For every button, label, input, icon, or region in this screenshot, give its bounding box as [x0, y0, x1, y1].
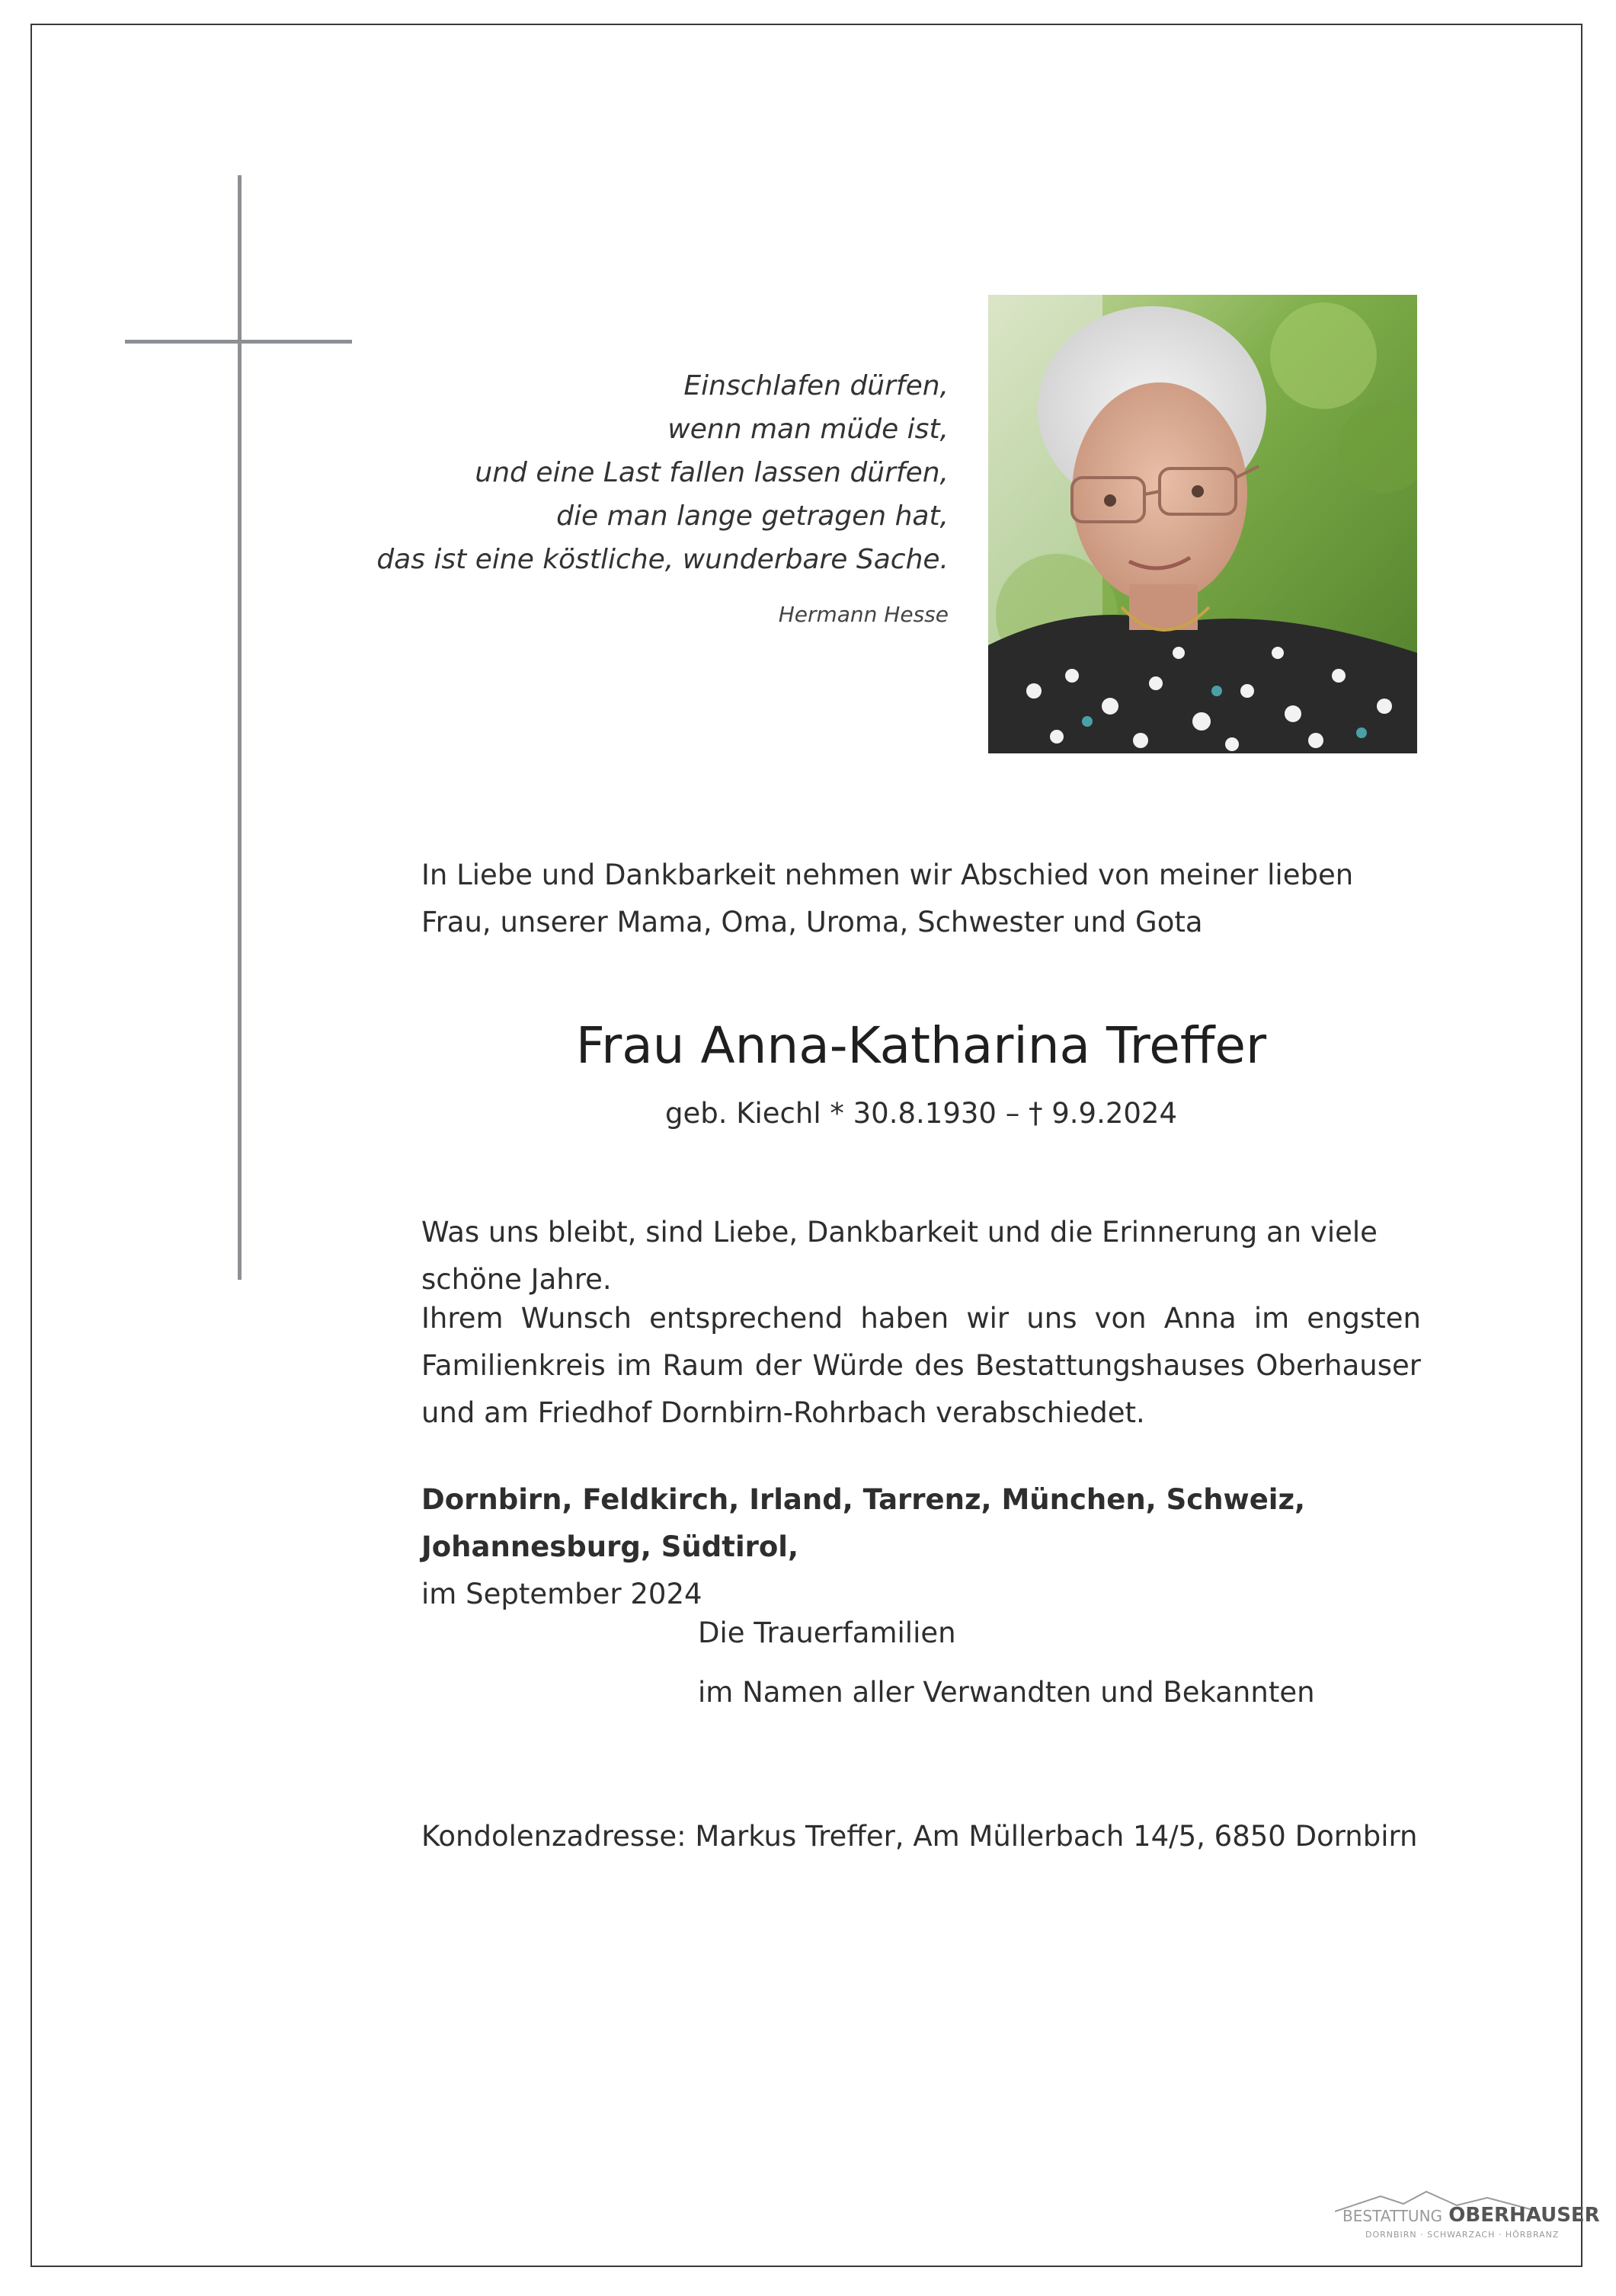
poem-line: die man lange getragen hat,: [556, 500, 949, 532]
poem-line: wenn man müde ist,: [667, 414, 949, 445]
logo-locations: DORNBIRN · SCHWARZACH · HÖRBRANZ: [1365, 2230, 1560, 2240]
places-block: [421, 1476, 1421, 1618]
signature-line-1: Die Trauerfamilien: [698, 1616, 956, 1649]
poem-line: das ist eine köstliche, wunderbare Sache.: [376, 544, 949, 575]
funeral-home-logo: [1304, 2190, 1600, 2251]
remembrance-text: Was uns bleibt, sind Liebe, Dankbarkeit und die Erinnerung an viele schöne Jahre.: [421, 1216, 1378, 1296]
cross-icon-horizontal: [125, 340, 352, 344]
places-list: Dornbirn, Feldkirch, Irland, Tarrenz, München, Schweiz, Johannesburg, Südtirol,: [421, 1483, 1306, 1563]
intro-text: In Liebe und Dankbarkeit nehmen wir Abschied von meiner lieben Frau, unserer Mama, Oma, Uroma, Schwester und Gota: [421, 859, 1354, 939]
deceased-name: Frau Anna-Katharina Treffer: [575, 1016, 1267, 1075]
logo-text: [1342, 2204, 1600, 2227]
poem-author: Hermann Hesse: [778, 602, 949, 627]
poem: [263, 364, 949, 581]
signature-line-2: im Namen aller Verwandten und Bekannten: [698, 1676, 1315, 1709]
poem-line: und eine Last fallen lassen dürfen,: [475, 457, 949, 488]
condolence-address: Kondolenzadresse: Markus Treffer, Am Müllerbach 14/5, 6850 Dornbirn: [421, 1820, 1418, 1853]
poem-line: Einschlafen dürfen,: [683, 370, 949, 401]
places-date: im September 2024: [421, 1578, 702, 1610]
logo-prefix: BESTATTUNG: [1342, 2207, 1443, 2225]
deceased-dates: geb. Kiechl * 30.8.1930 – † 9.9.2024: [664, 1097, 1178, 1130]
logo-name: OBERHAUSER: [1448, 2204, 1600, 2227]
portrait-photo: [988, 295, 1417, 753]
farewell-text: Ihrem Wunsch entsprechend haben wir uns von Anna im engsten Familienkreis im Raum der Würde des Bestattungshauses Oberhauser und am Friedhof Dornbirn-Rohrbach verabschiedet.: [421, 1302, 1421, 1429]
